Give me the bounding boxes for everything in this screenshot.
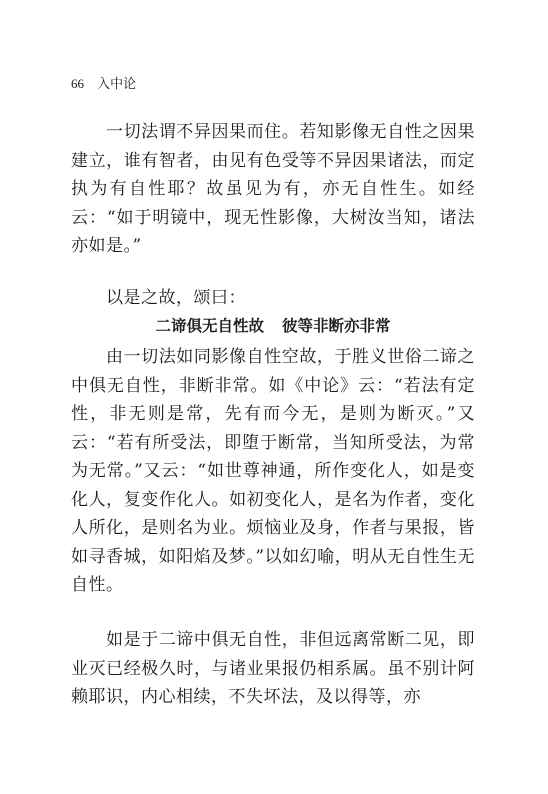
- running-head: [71, 76, 136, 93]
- page-number: 66: [71, 76, 84, 91]
- verse: [71, 315, 475, 337]
- paragraph-4: 如是于二谛中俱无自性，非但远离常断二见，即业灭已经极久时，与诸业果报仍相系属。虽不别计阿赖耶识，内心相续，不失坏法，及以得等，亦: [71, 630, 475, 707]
- verse-line-2: 彼等非断亦非常: [282, 317, 391, 335]
- book-title: 入中论: [97, 77, 137, 92]
- paragraph-1: 一切法谓不异因果而住。若知影像无自性之因果建立，谁有智者，由见有色受等不异因果诸法，而定执为有自性耶？故虽见为有，亦无自性生。如经云：“如于明镜中，现无性影像，大树汝当知，诸法亦如是。”: [71, 122, 475, 256]
- paragraph-3: 由一切法如同影像自性空故，于胜义世俗二谛之中俱无自性，非断非常。如《中论》云：“若法有定性，非无则是常，先有而今无，是则为断灭。”又云：“若有所受法，即堕于断常，当知所受法，为常为无常。”又云：“如世尊神通，所作变化人，如是变化人，复变作化人。如初变化人，是名为作者，变化人所化，是则名为业。烦恼业及身，作者与果报，皆如寻香城，如阳焰及梦。”以如幻喻，明从无自性生无自性。: [71, 347, 475, 595]
- verse-line-1: 二谛俱无自性故: [155, 317, 264, 335]
- verse-intro: 以是之故，颂曰：: [106, 288, 246, 308]
- paragraph-4-block: [71, 626, 475, 712]
- paragraph-3-block: [71, 343, 475, 600]
- paragraph-2-block: [71, 284, 475, 313]
- paragraph-1-block: [71, 118, 475, 261]
